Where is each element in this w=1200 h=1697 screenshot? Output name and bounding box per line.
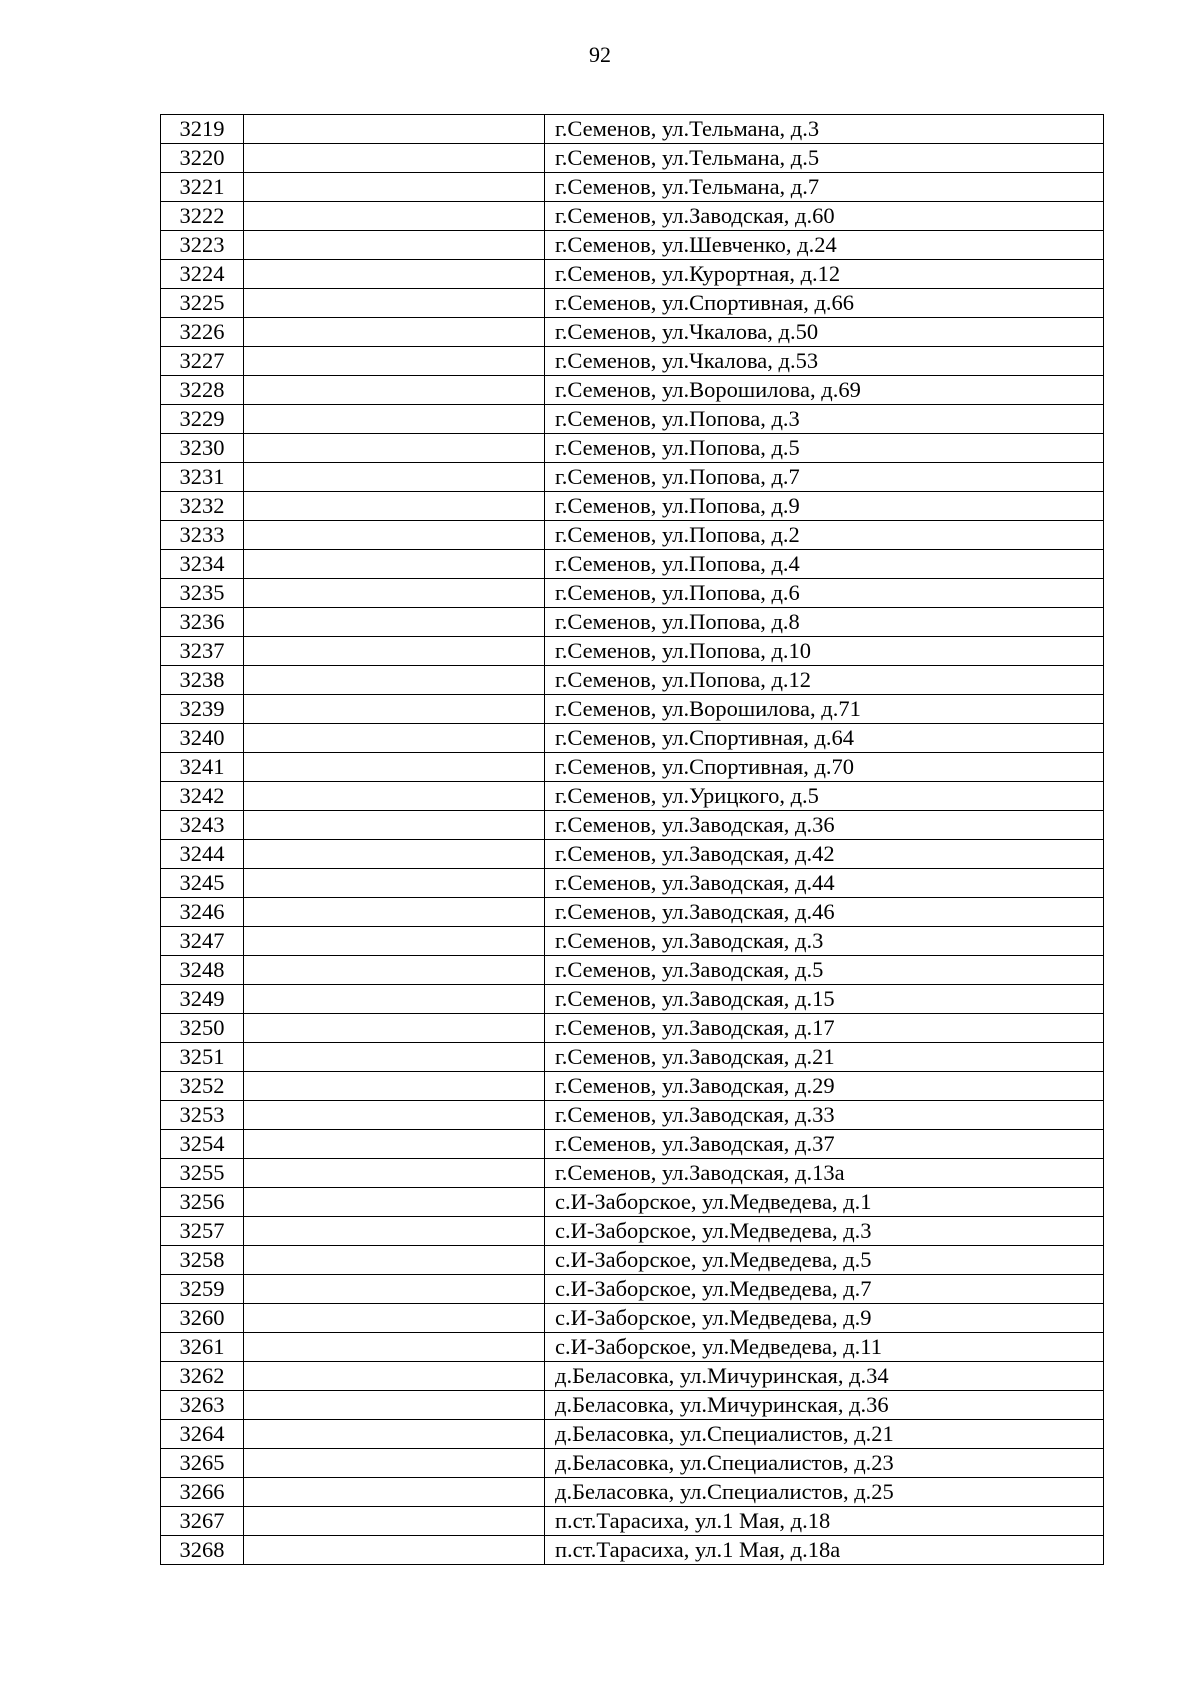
name-cell [244, 1217, 545, 1246]
table-row [161, 1449, 1104, 1478]
row-number-cell: 3243 [161, 811, 244, 840]
address-cell: г.Семенов, ул.Спортивная, д.66 [545, 289, 1104, 318]
table-row [161, 840, 1104, 869]
table-row [161, 1362, 1104, 1391]
name-cell [244, 1159, 545, 1188]
address-cell: г.Семенов, ул.Заводская, д.29 [545, 1072, 1104, 1101]
row-number-cell: 3224 [161, 260, 244, 289]
row-number-cell: 3240 [161, 724, 244, 753]
table-row [161, 1188, 1104, 1217]
row-number-cell: 3221 [161, 173, 244, 202]
name-cell [244, 1304, 545, 1333]
name-cell [244, 782, 545, 811]
address-cell: д.Беласовка, ул.Специалистов, д.23 [545, 1449, 1104, 1478]
table-row [161, 521, 1104, 550]
name-cell [244, 1275, 545, 1304]
table-row [161, 144, 1104, 173]
address-cell: г.Семенов, ул.Попова, д.9 [545, 492, 1104, 521]
row-number-cell: 3258 [161, 1246, 244, 1275]
address-cell: г.Семенов, ул.Тельмана, д.5 [545, 144, 1104, 173]
row-number-cell: 3222 [161, 202, 244, 231]
address-cell: г.Семенов, ул.Попова, д.7 [545, 463, 1104, 492]
name-cell [244, 405, 545, 434]
page-number: 92 [589, 42, 611, 67]
name-cell [244, 1478, 545, 1507]
address-cell: д.Беласовка, ул.Специалистов, д.25 [545, 1478, 1104, 1507]
table-row [161, 695, 1104, 724]
row-number-cell: 3250 [161, 1014, 244, 1043]
row-number-cell: 3237 [161, 637, 244, 666]
name-cell [244, 840, 545, 869]
address-cell: г.Семенов, ул.Ворошилова, д.71 [545, 695, 1104, 724]
table-row [161, 1536, 1104, 1565]
table-row [161, 637, 1104, 666]
row-number-cell: 3248 [161, 956, 244, 985]
table-row [161, 289, 1104, 318]
row-number-cell: 3260 [161, 1304, 244, 1333]
row-number-cell: 3226 [161, 318, 244, 347]
table-row [161, 1391, 1104, 1420]
address-cell: г.Семенов, ул.Заводская, д.17 [545, 1014, 1104, 1043]
row-number-cell: 3227 [161, 347, 244, 376]
name-cell [244, 550, 545, 579]
name-cell [244, 637, 545, 666]
table-row [161, 985, 1104, 1014]
name-cell [244, 898, 545, 927]
address-cell: г.Семенов, ул.Попова, д.12 [545, 666, 1104, 695]
row-number-cell: 3241 [161, 753, 244, 782]
row-number-cell: 3234 [161, 550, 244, 579]
table-row [161, 956, 1104, 985]
address-cell: г.Семенов, ул.Заводская, д.42 [545, 840, 1104, 869]
table-row [161, 869, 1104, 898]
name-cell [244, 1507, 545, 1536]
row-number-cell: 3253 [161, 1101, 244, 1130]
name-cell [244, 1362, 545, 1391]
row-number-cell: 3262 [161, 1362, 244, 1391]
address-cell: г.Семенов, ул.Заводская, д.36 [545, 811, 1104, 840]
table-row [161, 811, 1104, 840]
name-cell [244, 1072, 545, 1101]
name-cell [244, 289, 545, 318]
table-row [161, 753, 1104, 782]
address-cell: с.И-Заборское, ул.Медведева, д.11 [545, 1333, 1104, 1362]
name-cell [244, 956, 545, 985]
table-row [161, 1217, 1104, 1246]
name-cell [244, 144, 545, 173]
table-row [161, 260, 1104, 289]
name-cell [244, 666, 545, 695]
address-cell: п.ст.Тарасиха, ул.1 Мая, д.18 [545, 1507, 1104, 1536]
table-row [161, 405, 1104, 434]
name-cell [244, 869, 545, 898]
name-cell [244, 1536, 545, 1565]
row-number-cell: 3251 [161, 1043, 244, 1072]
name-cell [244, 985, 545, 1014]
name-cell [244, 927, 545, 956]
address-cell: г.Семенов, ул.Попова, д.3 [545, 405, 1104, 434]
row-number-cell: 3247 [161, 927, 244, 956]
table-row [161, 173, 1104, 202]
address-table-body [161, 115, 1104, 1565]
table-row [161, 782, 1104, 811]
name-cell [244, 1130, 545, 1159]
address-table [160, 114, 1104, 1565]
name-cell [244, 1333, 545, 1362]
table-row [161, 724, 1104, 753]
row-number-cell: 3255 [161, 1159, 244, 1188]
row-number-cell: 3259 [161, 1275, 244, 1304]
row-number-cell: 3242 [161, 782, 244, 811]
table-row [161, 927, 1104, 956]
row-number-cell: 3238 [161, 666, 244, 695]
name-cell [244, 753, 545, 782]
table-row [161, 1304, 1104, 1333]
table-row [161, 376, 1104, 405]
table-row [161, 434, 1104, 463]
address-cell: д.Беласовка, ул.Мичуринская, д.34 [545, 1362, 1104, 1391]
address-cell: д.Беласовка, ул.Специалистов, д.21 [545, 1420, 1104, 1449]
address-cell: с.И-Заборское, ул.Медведева, д.1 [545, 1188, 1104, 1217]
address-cell: г.Семенов, ул.Заводская, д.37 [545, 1130, 1104, 1159]
row-number-cell: 3231 [161, 463, 244, 492]
address-cell: г.Семенов, ул.Попова, д.2 [545, 521, 1104, 550]
row-number-cell: 3223 [161, 231, 244, 260]
name-cell [244, 260, 545, 289]
address-cell: с.И-Заборское, ул.Медведева, д.9 [545, 1304, 1104, 1333]
address-cell: г.Семенов, ул.Тельмана, д.3 [545, 115, 1104, 144]
table-row [161, 898, 1104, 927]
address-cell: г.Семенов, ул.Чкалова, д.53 [545, 347, 1104, 376]
address-cell: г.Семенов, ул.Чкалова, д.50 [545, 318, 1104, 347]
row-number-cell: 3252 [161, 1072, 244, 1101]
address-cell: г.Семенов, ул.Тельмана, д.7 [545, 173, 1104, 202]
address-cell: д.Беласовка, ул.Мичуринская, д.36 [545, 1391, 1104, 1420]
name-cell [244, 347, 545, 376]
row-number-cell: 3225 [161, 289, 244, 318]
name-cell [244, 695, 545, 724]
address-cell: г.Семенов, ул.Спортивная, д.64 [545, 724, 1104, 753]
row-number-cell: 3239 [161, 695, 244, 724]
row-number-cell: 3229 [161, 405, 244, 434]
row-number-cell: 3261 [161, 1333, 244, 1362]
name-cell [244, 579, 545, 608]
address-cell: г.Семенов, ул.Попова, д.10 [545, 637, 1104, 666]
row-number-cell: 3256 [161, 1188, 244, 1217]
row-number-cell: 3220 [161, 144, 244, 173]
address-cell: г.Семенов, ул.Заводская, д.5 [545, 956, 1104, 985]
address-cell: г.Семенов, ул.Заводская, д.44 [545, 869, 1104, 898]
address-cell: г.Семенов, ул.Ворошилова, д.69 [545, 376, 1104, 405]
table-row [161, 1333, 1104, 1362]
table-row [161, 115, 1104, 144]
table-row [161, 463, 1104, 492]
row-number-cell: 3219 [161, 115, 244, 144]
row-number-cell: 3233 [161, 521, 244, 550]
name-cell [244, 434, 545, 463]
address-cell: г.Семенов, ул.Заводская, д.3 [545, 927, 1104, 956]
table-row [161, 347, 1104, 376]
name-cell [244, 521, 545, 550]
table-row [161, 1420, 1104, 1449]
table-row [161, 608, 1104, 637]
row-number-cell: 3263 [161, 1391, 244, 1420]
table-row [161, 318, 1104, 347]
row-number-cell: 3246 [161, 898, 244, 927]
name-cell [244, 1391, 545, 1420]
name-cell [244, 492, 545, 521]
address-cell: г.Семенов, ул.Заводская, д.46 [545, 898, 1104, 927]
address-cell: с.И-Заборское, ул.Медведева, д.3 [545, 1217, 1104, 1246]
name-cell [244, 1043, 545, 1072]
row-number-cell: 3230 [161, 434, 244, 463]
address-cell: г.Семенов, ул.Попова, д.8 [545, 608, 1104, 637]
table-row [161, 202, 1104, 231]
name-cell [244, 231, 545, 260]
address-cell: г.Семенов, ул.Заводская, д.21 [545, 1043, 1104, 1072]
address-cell: с.И-Заборское, ул.Медведева, д.7 [545, 1275, 1104, 1304]
address-cell: г.Семенов, ул.Заводская, д.13а [545, 1159, 1104, 1188]
address-cell: г.Семенов, ул.Спортивная, д.70 [545, 753, 1104, 782]
name-cell [244, 811, 545, 840]
row-number-cell: 3268 [161, 1536, 244, 1565]
name-cell [244, 1188, 545, 1217]
table-row [161, 1507, 1104, 1536]
row-number-cell: 3265 [161, 1449, 244, 1478]
table-row [161, 1159, 1104, 1188]
address-cell: г.Семенов, ул.Заводская, д.15 [545, 985, 1104, 1014]
address-cell: с.И-Заборское, ул.Медведева, д.5 [545, 1246, 1104, 1275]
address-cell: г.Семенов, ул.Попова, д.4 [545, 550, 1104, 579]
address-cell: г.Семенов, ул.Заводская, д.60 [545, 202, 1104, 231]
row-number-cell: 3249 [161, 985, 244, 1014]
name-cell [244, 608, 545, 637]
address-cell: г.Семенов, ул.Курортная, д.12 [545, 260, 1104, 289]
name-cell [244, 1101, 545, 1130]
address-cell: г.Семенов, ул.Заводская, д.33 [545, 1101, 1104, 1130]
row-number-cell: 3267 [161, 1507, 244, 1536]
name-cell [244, 1014, 545, 1043]
address-cell: г.Семенов, ул.Попова, д.6 [545, 579, 1104, 608]
table-row [161, 1072, 1104, 1101]
table-row [161, 1130, 1104, 1159]
address-cell: г.Семенов, ул.Шевченко, д.24 [545, 231, 1104, 260]
row-number-cell: 3257 [161, 1217, 244, 1246]
table-row [161, 1478, 1104, 1507]
name-cell [244, 724, 545, 753]
name-cell [244, 1420, 545, 1449]
table-row [161, 666, 1104, 695]
name-cell [244, 1449, 545, 1478]
name-cell [244, 318, 545, 347]
address-cell: г.Семенов, ул.Попова, д.5 [545, 434, 1104, 463]
name-cell [244, 115, 545, 144]
row-number-cell: 3236 [161, 608, 244, 637]
table-row [161, 579, 1104, 608]
table-row [161, 1246, 1104, 1275]
table-row [161, 1014, 1104, 1043]
row-number-cell: 3235 [161, 579, 244, 608]
table-row [161, 550, 1104, 579]
row-number-cell: 3232 [161, 492, 244, 521]
row-number-cell: 3266 [161, 1478, 244, 1507]
name-cell [244, 202, 545, 231]
table-row [161, 1275, 1104, 1304]
row-number-cell: 3254 [161, 1130, 244, 1159]
table-row [161, 1043, 1104, 1072]
row-number-cell: 3245 [161, 869, 244, 898]
address-cell: п.ст.Тарасиха, ул.1 Мая, д.18а [545, 1536, 1104, 1565]
address-cell: г.Семенов, ул.Урицкого, д.5 [545, 782, 1104, 811]
table-row [161, 492, 1104, 521]
table-row [161, 1101, 1104, 1130]
table-row [161, 231, 1104, 260]
name-cell [244, 463, 545, 492]
row-number-cell: 3244 [161, 840, 244, 869]
name-cell [244, 376, 545, 405]
row-number-cell: 3264 [161, 1420, 244, 1449]
name-cell [244, 173, 545, 202]
row-number-cell: 3228 [161, 376, 244, 405]
name-cell [244, 1246, 545, 1275]
